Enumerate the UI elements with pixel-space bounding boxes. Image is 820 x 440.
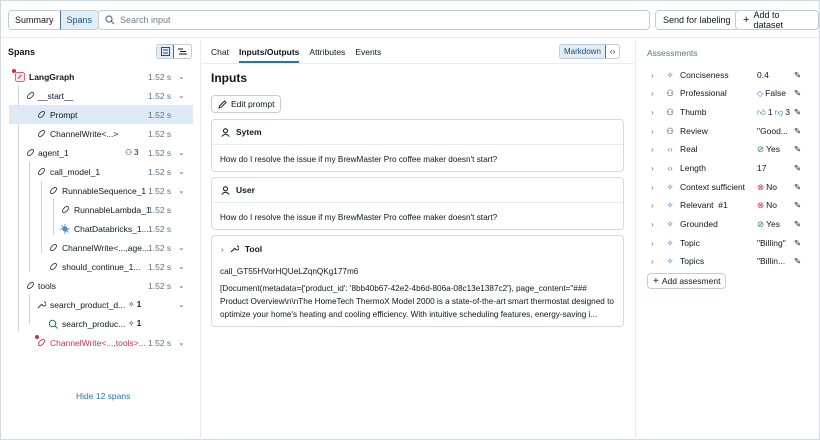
assessment-name: Topic <box>680 238 700 248</box>
span-duration: 1.52 s <box>148 223 172 234</box>
span-name: call_model_1 <box>50 166 101 177</box>
assessment-tag: #1 <box>718 200 728 210</box>
link-icon <box>36 338 46 348</box>
assessment-value: "Billin... <box>757 256 786 266</box>
span-name: search_produc... <box>62 318 126 329</box>
assessment-name: Real <box>680 144 698 154</box>
sparkle-icon: ✧ <box>666 69 674 80</box>
assessment-name: Relevant #1 <box>680 200 728 210</box>
x-circle-icon: ⊗ <box>757 181 765 192</box>
assessment-name: Topics <box>680 256 705 266</box>
hide-spans-link[interactable]: Hide 12 spans <box>76 391 131 401</box>
assessment-count-badge: ✧ 1 <box>128 319 142 328</box>
chain-icon <box>15 72 25 82</box>
span-row-channelwrite[interactable] <box>1 124 201 143</box>
span-name: ChannelWrite<...,age... <box>62 242 150 253</box>
tag-icon: ◇ <box>757 88 764 98</box>
chevron-right-icon[interactable]: › <box>651 200 654 210</box>
sparkle-icon: ✧ <box>666 181 674 192</box>
span-name: RunnableSequence_1 <box>62 185 147 196</box>
link-icon <box>25 91 35 101</box>
timeline-view-button[interactable] <box>174 45 191 58</box>
link-icon <box>36 110 46 120</box>
tab-attributes[interactable]: Attributes <box>309 47 346 57</box>
tool-message-header[interactable] <box>212 236 623 261</box>
pencil-icon[interactable]: ✎ <box>794 69 802 80</box>
list-tree-icon <box>161 47 170 56</box>
add-to-dataset-label: Add to dataset <box>753 10 783 30</box>
system-message-card <box>211 119 624 172</box>
chevron-down-icon[interactable]: ⌄ <box>178 262 185 271</box>
link-icon <box>25 281 35 291</box>
code-icon: ‹› <box>667 163 673 173</box>
span-duration: 1.52 s <box>148 242 172 253</box>
tab-chat[interactable]: Chat <box>211 47 229 57</box>
sparkle-icon: ✧ <box>128 300 135 309</box>
span-name: LangGraph <box>29 71 75 82</box>
sparkle-icon: ✧ <box>666 237 674 248</box>
assessment-value: ⊗ No <box>757 181 777 192</box>
sparkle-icon: ✧ <box>666 199 674 210</box>
search-placeholder: Search input <box>120 15 171 25</box>
span-row-start[interactable] <box>1 86 201 105</box>
assessment-row-thumb[interactable] <box>636 103 820 121</box>
span-name: RunnableLambda_1 <box>74 204 151 215</box>
link-icon <box>36 129 46 139</box>
assessment-name: Grounded <box>680 219 718 229</box>
thumbs-down-icon: 👎︎ <box>774 106 784 117</box>
span-duration: 1.52 s <box>148 147 172 158</box>
user-icon: ⚇ <box>125 148 133 157</box>
tool-call-id: call_GT55HVorHQUeLZqnQKg177m6 <box>220 267 359 276</box>
chevron-down-icon[interactable]: ⌄ <box>178 186 185 195</box>
span-name: __start__ <box>38 90 74 101</box>
chevron-right-icon[interactable]: › <box>221 243 224 254</box>
assessment-row-topic[interactable] <box>636 234 820 252</box>
pencil-icon[interactable]: ✎ <box>794 237 802 248</box>
pencil-icon[interactable]: ✎ <box>794 181 802 192</box>
edit-prompt-button[interactable] <box>211 95 281 113</box>
chevron-right-icon[interactable]: › <box>651 163 654 173</box>
pencil-icon[interactable]: ✎ <box>794 218 802 229</box>
assessment-value: 0.4 <box>757 70 769 80</box>
chevron-right-icon[interactable]: › <box>651 256 654 266</box>
span-name: Prompt <box>50 109 78 120</box>
user-icon <box>221 128 230 137</box>
span-row-channelwrite-agent[interactable] <box>1 238 201 257</box>
span-duration: 1.52 s <box>148 185 172 196</box>
add-to-dataset-button[interactable] <box>735 10 819 30</box>
tool-output-text: [Document(metadata={'product_id': '8bb40b67-42e2-4b6d-806a-08c13e1387c2'}, page_content="### Product Overview\n\nThe HomeTech ThermoX Model 2000 is a state-of-the-art smart thermostat designed to optimize your home's heating and cooling efficiency. With intuitive scheduling features, energy-saving i... <box>220 284 614 319</box>
wrench-icon <box>36 300 46 310</box>
assessment-row-professional[interactable] <box>636 84 820 102</box>
pencil-icon[interactable]: ✎ <box>794 106 802 117</box>
assessment-row-length[interactable] <box>636 159 820 177</box>
tab-summary[interactable]: Summary <box>15 15 54 25</box>
span-row-search-product-retriever[interactable] <box>1 314 201 333</box>
user-icon <box>221 186 230 195</box>
assessment-value: "Billing" <box>757 238 786 248</box>
chevron-down-icon[interactable]: ⌄ <box>178 167 185 176</box>
user-message-header <box>212 178 623 203</box>
assessment-name: Professional <box>680 88 727 98</box>
system-message-header <box>212 120 623 145</box>
span-name: should_continue_1... <box>62 261 141 272</box>
x-circle-icon: ⊗ <box>757 199 765 210</box>
pencil-icon <box>218 100 227 109</box>
chevron-down-icon[interactable]: ⌄ <box>178 338 185 347</box>
assessment-row-relevant[interactable] <box>636 196 820 214</box>
chevron-down-icon[interactable]: ⌄ <box>178 281 185 290</box>
search-icon <box>105 15 115 25</box>
span-duration: 1.52 s <box>148 337 172 348</box>
chevron-down-icon[interactable]: ⌄ <box>178 243 185 252</box>
plus-icon: + <box>653 275 659 287</box>
chevron-right-icon[interactable]: › <box>651 144 654 154</box>
search-icon <box>48 319 58 329</box>
model-icon <box>60 224 70 234</box>
plus-icon: + <box>743 14 750 26</box>
search-input[interactable] <box>98 10 650 30</box>
chevron-down-icon[interactable]: ⌄ <box>178 91 185 100</box>
span-duration: 1.52 s <box>148 128 172 139</box>
span-row-langgraph[interactable] <box>1 67 201 86</box>
span-name: agent_1 <box>38 147 69 158</box>
chevron-right-icon[interactable]: › <box>651 107 654 117</box>
assessment-row-grounded[interactable] <box>636 215 820 233</box>
sparkle-icon: ✧ <box>666 255 674 266</box>
assessment-name: Thumb <box>680 107 707 117</box>
link-icon <box>60 205 70 215</box>
top-toolbar <box>1 1 819 38</box>
chevron-down-icon[interactable]: ⌄ <box>178 148 185 157</box>
check-circle-icon: ⊘ <box>757 218 765 229</box>
span-duration: 1.52 s <box>148 280 172 291</box>
assessment-value: ⊘ Yes <box>757 218 780 229</box>
span-row-chat-databricks[interactable] <box>1 219 201 238</box>
code-icon: ‹› <box>609 47 616 56</box>
user-message-card <box>211 177 624 230</box>
detail-tabs <box>211 47 391 63</box>
tool-message-body <box>212 261 623 329</box>
span-row-channelwrite-tools[interactable] <box>1 333 201 352</box>
assessment-row-conciseness[interactable] <box>636 66 820 84</box>
span-name: tools <box>38 280 56 291</box>
add-assessment-label: Add assesment <box>661 276 721 286</box>
view-switcher <box>8 10 99 30</box>
assessment-row-real[interactable] <box>636 140 820 158</box>
user-icon: ⚇ <box>666 125 674 136</box>
assessment-row-context-sufficient[interactable] <box>636 178 820 196</box>
span-row-tools[interactable] <box>1 276 201 295</box>
span-row-search-product-tool[interactable] <box>1 295 201 314</box>
send-for-labeling-button[interactable]: Send for labeling <box>655 10 739 30</box>
assessment-name: Review <box>680 126 708 136</box>
sparkle-icon: ✧ <box>666 218 674 229</box>
spans-title: Spans <box>8 47 36 57</box>
format-toggle <box>559 44 620 59</box>
system-message-text: How do I resolve the issue if my BrewMaster Pro coffee maker doesn't start? <box>220 155 498 164</box>
code-icon: ‹› <box>667 144 673 154</box>
pencil-icon[interactable]: ✎ <box>794 162 802 173</box>
wrench-icon <box>230 244 239 253</box>
assessment-name: Conciseness <box>680 70 729 80</box>
assessment-count-badge: ✧ 1 <box>128 300 142 309</box>
span-row-agent[interactable] <box>1 143 201 162</box>
span-name: search_product_d... <box>50 299 126 310</box>
assessment-row-topics[interactable] <box>636 252 820 270</box>
span-duration: 1.52 s <box>148 261 172 272</box>
span-row-runnable-sequence[interactable] <box>1 181 201 200</box>
pencil-icon[interactable]: ✎ <box>794 125 802 136</box>
markdown-button[interactable]: Markdown <box>560 45 606 58</box>
thumbs-up-icon: 👍︎ <box>757 106 766 117</box>
span-name: ChannelWrite<...,tools>... <box>50 337 146 348</box>
tab-divider <box>202 63 634 64</box>
link-icon <box>48 186 58 196</box>
sparkle-icon: ✧ <box>128 319 135 328</box>
link-icon <box>36 167 46 177</box>
chevron-right-icon[interactable]: › <box>651 182 654 192</box>
link-icon <box>25 148 35 158</box>
assessment-name: Length <box>680 163 706 173</box>
chevron-down-icon[interactable]: ⌄ <box>178 72 185 81</box>
tool-message-title: Tool <box>244 243 263 254</box>
inputs-heading: Inputs <box>211 71 247 85</box>
user-icon: ⚇ <box>666 106 674 117</box>
tab-spans[interactable]: Spans <box>60 11 99 29</box>
system-message-title: Sytem <box>236 127 262 137</box>
span-row-runnable-lambda[interactable] <box>1 200 201 219</box>
assessment-value: ◇ False <box>757 88 786 98</box>
assessment-value: ⊗ No <box>757 199 777 210</box>
tree-view-toggle <box>156 44 192 59</box>
user-icon: ⚇ <box>666 87 674 98</box>
assessment-value: ⊘ Yes <box>757 143 780 154</box>
assessment-count-badge: ⚇ 3 <box>125 148 139 157</box>
tree-view-button[interactable] <box>157 45 174 58</box>
link-icon <box>48 262 58 272</box>
pencil-icon[interactable]: ✎ <box>794 143 802 154</box>
pencil-icon[interactable]: ✎ <box>794 255 802 266</box>
edit-prompt-label: Edit prompt <box>231 99 275 109</box>
link-icon <box>48 243 58 253</box>
chevron-right-icon[interactable]: › <box>651 219 654 229</box>
span-name: ChannelWrite<...> <box>50 128 119 139</box>
pencil-icon[interactable]: ✎ <box>794 199 802 210</box>
span-duration: 1.52 s <box>148 71 172 82</box>
assessment-row-review[interactable] <box>636 122 820 140</box>
chevron-right-icon[interactable]: › <box>651 70 654 80</box>
error-dot <box>12 69 16 73</box>
span-duration: 1.52 s <box>148 90 172 101</box>
span-detail-panel <box>202 39 634 440</box>
span-duration: 1.52 s <box>148 204 172 215</box>
add-assessment-button[interactable] <box>647 273 726 289</box>
assessment-value: 17 <box>757 163 767 173</box>
assessment-value: "Good... <box>757 126 788 136</box>
pencil-icon[interactable]: ✎ <box>794 87 802 98</box>
spans-panel <box>1 39 201 440</box>
assessments-title: Assessments <box>647 48 698 58</box>
chevron-right-icon[interactable]: › <box>651 238 654 248</box>
assessment-value: 👍︎ 1 👎︎ 3 <box>757 106 790 117</box>
check-circle-icon: ⊘ <box>757 143 765 154</box>
tool-message-card <box>211 235 624 327</box>
span-row-call-model[interactable] <box>1 162 201 181</box>
span-row-prompt[interactable] <box>9 105 193 124</box>
tab-inputs-outputs[interactable]: Inputs/Outputs <box>239 47 299 63</box>
timeline-icon <box>178 47 187 56</box>
span-duration: 1.52 s <box>148 109 172 120</box>
user-message-title: User <box>236 185 255 195</box>
chevron-right-icon[interactable]: › <box>651 126 654 136</box>
code-view-button[interactable] <box>606 45 619 58</box>
tab-events[interactable]: Events <box>355 47 382 57</box>
assessment-name: Context sufficient <box>680 182 746 192</box>
chevron-right-icon[interactable]: › <box>651 88 654 98</box>
chevron-down-icon[interactable]: ⌄ <box>178 300 185 309</box>
user-message-text: How do I resolve the issue if my BrewMaster Pro coffee maker doesn't start? <box>220 213 498 222</box>
span-duration: 1.52 s <box>148 166 172 177</box>
span-row-should-continue[interactable] <box>1 257 201 276</box>
span-name: ChatDatabricks_1... <box>74 223 149 234</box>
assessments-panel <box>635 39 819 440</box>
